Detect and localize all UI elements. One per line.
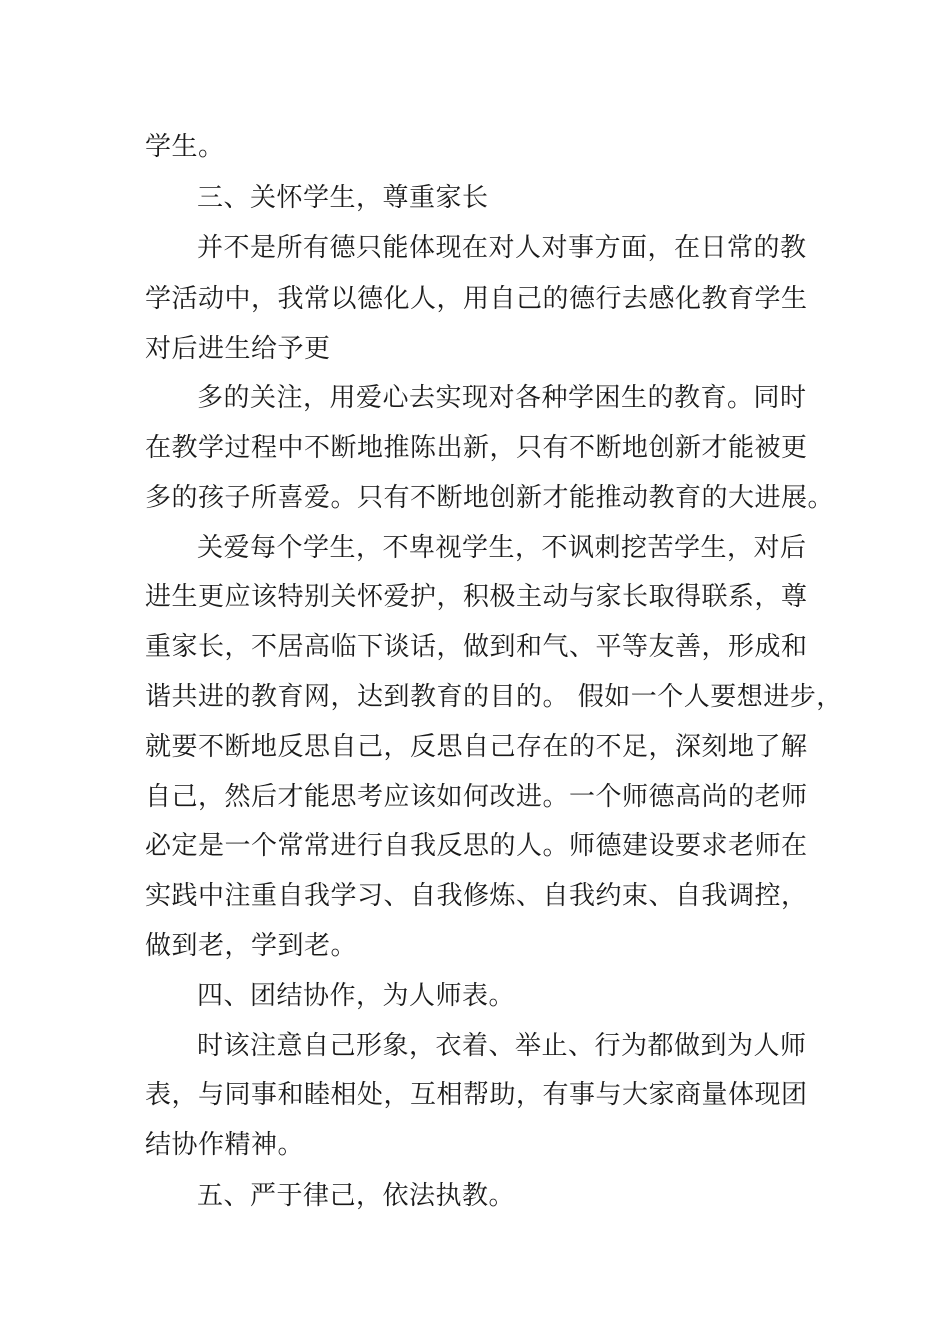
text-line: 必定是一个常常进行自我反思的人。师德建设要求老师在 <box>145 831 808 861</box>
text-line: 多的关注，用爱心去实现对各种学困生的教育。同时 <box>197 383 807 413</box>
text-line: 结协作精神。 <box>145 1130 305 1160</box>
text-line: 自己，然后才能思考应该如何改进。一个师德高尚的老师 <box>145 782 808 812</box>
text-line: 表，与同事和睦相处，互相帮助，有事与大家商量体现团 <box>145 1080 808 1110</box>
text-line: 时该注意自己形象，衣着、举止、行为都做到为人师 <box>197 1031 807 1061</box>
text-line: 关爱每个学生，不卑视学生，不讽刺挖苦学生，对后 <box>197 533 807 563</box>
text-line: 重家长，不居高临下谈话，做到和气、平等友善，形成和 <box>145 632 808 662</box>
text-line: 实践中注重自我学习、自我修炼、自我约束、自我调控， <box>145 881 808 911</box>
section-heading-4: 四、团结协作，为人师表。 <box>197 981 516 1011</box>
section-heading-5: 五、严于律己，依法执教。 <box>197 1181 516 1211</box>
text-line: 谐共进的教育网，达到教育的目的。 假如一个人要想进步， <box>145 682 843 712</box>
text-line: 做到老，学到老。 <box>145 931 358 961</box>
section-heading-3: 三、关怀学生，尊重家长 <box>197 183 489 213</box>
text-line: 多的孩子所喜爱。只有不断地创新才能推动教育的大进展。 <box>145 483 835 513</box>
text-line: 对后进生给予更 <box>145 334 331 364</box>
text-line: 就要不断地反思自己，反思自己存在的不足，深刻地了解 <box>145 732 808 762</box>
text-line: 学活动中，我常以德化人，用自己的德行去感化教育学生 <box>145 284 808 314</box>
text-line: 学生。 <box>145 132 225 162</box>
text-line: 并不是所有德只能体现在对人对事方面，在日常的教 <box>197 233 807 263</box>
text-line: 进生更应该特别关怀爱护，积极主动与家长取得联系，尊 <box>145 582 808 612</box>
text-line: 在教学过程中不断地推陈出新，只有不断地创新才能被更 <box>145 433 808 463</box>
